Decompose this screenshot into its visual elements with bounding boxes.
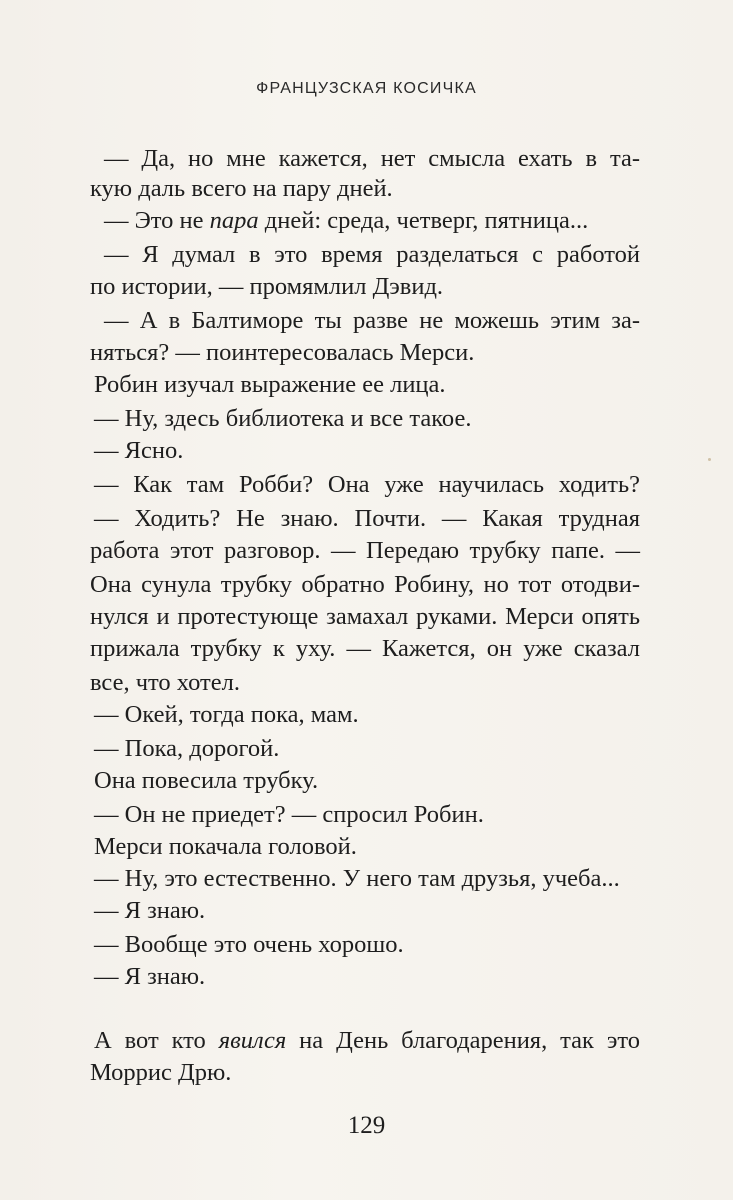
text-line: все, что хотел. xyxy=(90,669,240,696)
text-line: — Это не пара дней: среда, четверг, пятница... xyxy=(104,207,589,234)
text-line: А вот кто явился на День благодарения, так это xyxy=(94,1027,640,1054)
text-line: — Окей, тогда пока, мам. xyxy=(94,701,359,728)
text-line: — Я знаю. xyxy=(94,963,206,990)
text-line: по истории, — промямлил Дэвид. xyxy=(90,273,444,300)
text-line: — Он не приедет? — спросил Робин. xyxy=(94,801,484,828)
text-line: — Как там Робби? Она уже научилась ходить? xyxy=(94,471,640,498)
text-line: кую даль всего на пару дней. xyxy=(90,175,393,202)
text-line: Она повесила трубку. xyxy=(94,767,319,794)
text-line: нулся и протестующе замахал руками. Мерси опять xyxy=(90,603,640,630)
text-line: — Вообще это очень хорошо. xyxy=(94,931,404,958)
text-line: — А в Балтиморе ты разве не можешь этим за- xyxy=(104,307,640,334)
text-line: — Ясно. xyxy=(94,437,184,464)
text-line: Мерси покачала головой. xyxy=(94,833,357,860)
running-header: ФРАНЦУЗСКАЯ КОСИЧКА xyxy=(256,80,477,97)
text-line: — Я знаю. xyxy=(94,897,206,924)
page-number: 129 xyxy=(347,1112,386,1139)
text-line: Робин изучал выражение ее лица. xyxy=(94,371,446,398)
text-line: Она сунула трубку обратно Робину, но тот отодви- xyxy=(90,571,640,598)
text-line: — Ходить? Не знаю. Почти. — Какая трудная xyxy=(94,505,640,532)
text-line: работа этот разговор. — Передаю трубку папе. — xyxy=(90,537,640,564)
paper-speck xyxy=(708,458,711,461)
text-line: — Я думал в это время разделаться с работой xyxy=(104,241,640,268)
text-line: Моррис Дрю. xyxy=(90,1059,232,1086)
text-line: — Ну, здесь библиотека и все такое. xyxy=(94,405,472,432)
text-line: няться? — поинтересовалась Мерси. xyxy=(90,339,475,366)
text-line: — Ну, это естественно. У него там друзья, учеба... xyxy=(94,865,620,892)
text-line: — Да, но мне кажется, нет смысла ехать в та- xyxy=(104,145,640,172)
text-line: прижала трубку к уху. — Кажется, он уже сказал xyxy=(90,635,640,662)
text-line: — Пока, дорогой. xyxy=(94,735,280,762)
